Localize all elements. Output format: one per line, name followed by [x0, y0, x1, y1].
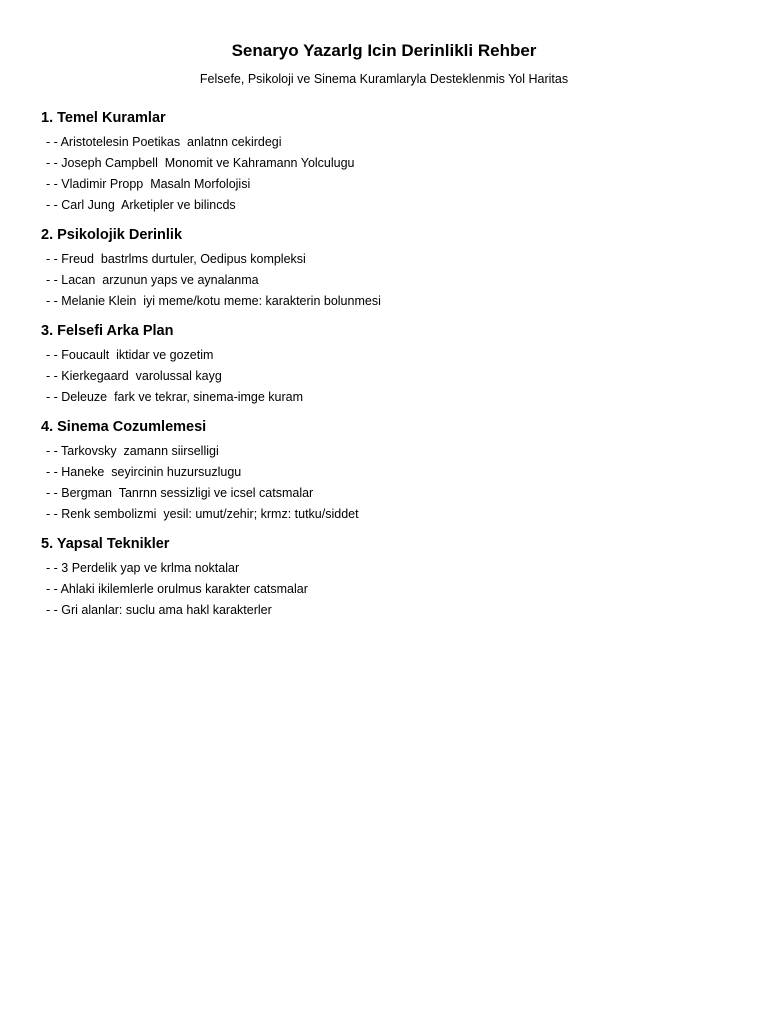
section-heading: 1. Temel Kuramlar: [41, 110, 166, 126]
section-heading: 5. Yapsal Teknikler: [41, 536, 170, 552]
section-yapsal-teknikler: [41, 534, 731, 621]
list-item: - - Renk sembolizmi yesil: umut/zehir; krmz: tutku/siddet: [46, 507, 359, 521]
section-felsefi-arka-plan: [41, 321, 731, 408]
list-item: - - Deleuze fark ve tekrar, sinema-imge kuram: [46, 390, 304, 404]
list-item: - - Ahlaki ikilemlerle orulmus karakter catsmalar: [46, 582, 308, 596]
list-item: - - Gri alanlar: suclu ama hakl karakterler: [46, 603, 272, 617]
list-item: - - Freud bastrlms durtuler, Oedipus kompleksi: [46, 252, 306, 266]
section-heading: 2. Psikolojik Derinlik: [41, 227, 183, 243]
document-body: [41, 108, 731, 630]
section-heading: 4. Sinema Cozumlemesi: [41, 419, 207, 435]
list-item: - - Foucault iktidar ve gozetim: [46, 348, 214, 362]
list-item: - - Aristotelesin Poetikas anlatnn cekirdegi: [46, 135, 282, 149]
section-heading: 3. Felsefi Arka Plan: [41, 323, 174, 339]
list-item: - - 3 Perdelik yap ve krlma noktalar: [46, 561, 240, 575]
list-item: - - Kierkegaard varolussal kayg: [46, 369, 222, 383]
section-temel-kuramlar: [41, 108, 731, 216]
section-psikolojik-derinlik: [41, 225, 731, 312]
list-item: - - Carl Jung Arketipler ve bilincds: [46, 198, 236, 212]
list-item: - - Haneke seyircinin huzursuzlugu: [46, 465, 242, 479]
page-subtitle: Felsefe, Psikoloji ve Sinema Kuramlaryla Desteklenmis Yol Haritas: [199, 72, 569, 86]
list-item: - - Bergman Tanrnn sessizligi ve icsel catsmalar: [46, 486, 314, 500]
list-item: - - Melanie Klein iyi meme/kotu meme: karakterin bolunmesi: [46, 294, 381, 308]
list-item: - - Vladimir Propp Masaln Morfolojisi: [46, 177, 251, 191]
list-item: - - Joseph Campbell Monomit ve Kahramann Yolculugu: [46, 156, 355, 170]
list-item: - - Lacan arzunun yaps ve aynalanma: [46, 273, 259, 287]
list-item: - - Tarkovsky zamann siirselligi: [46, 444, 219, 458]
section-sinema-cozumlemesi: [41, 417, 731, 525]
page-title: Senaryo Yazarlg Icin Derinlikli Rehber: [231, 41, 537, 60]
